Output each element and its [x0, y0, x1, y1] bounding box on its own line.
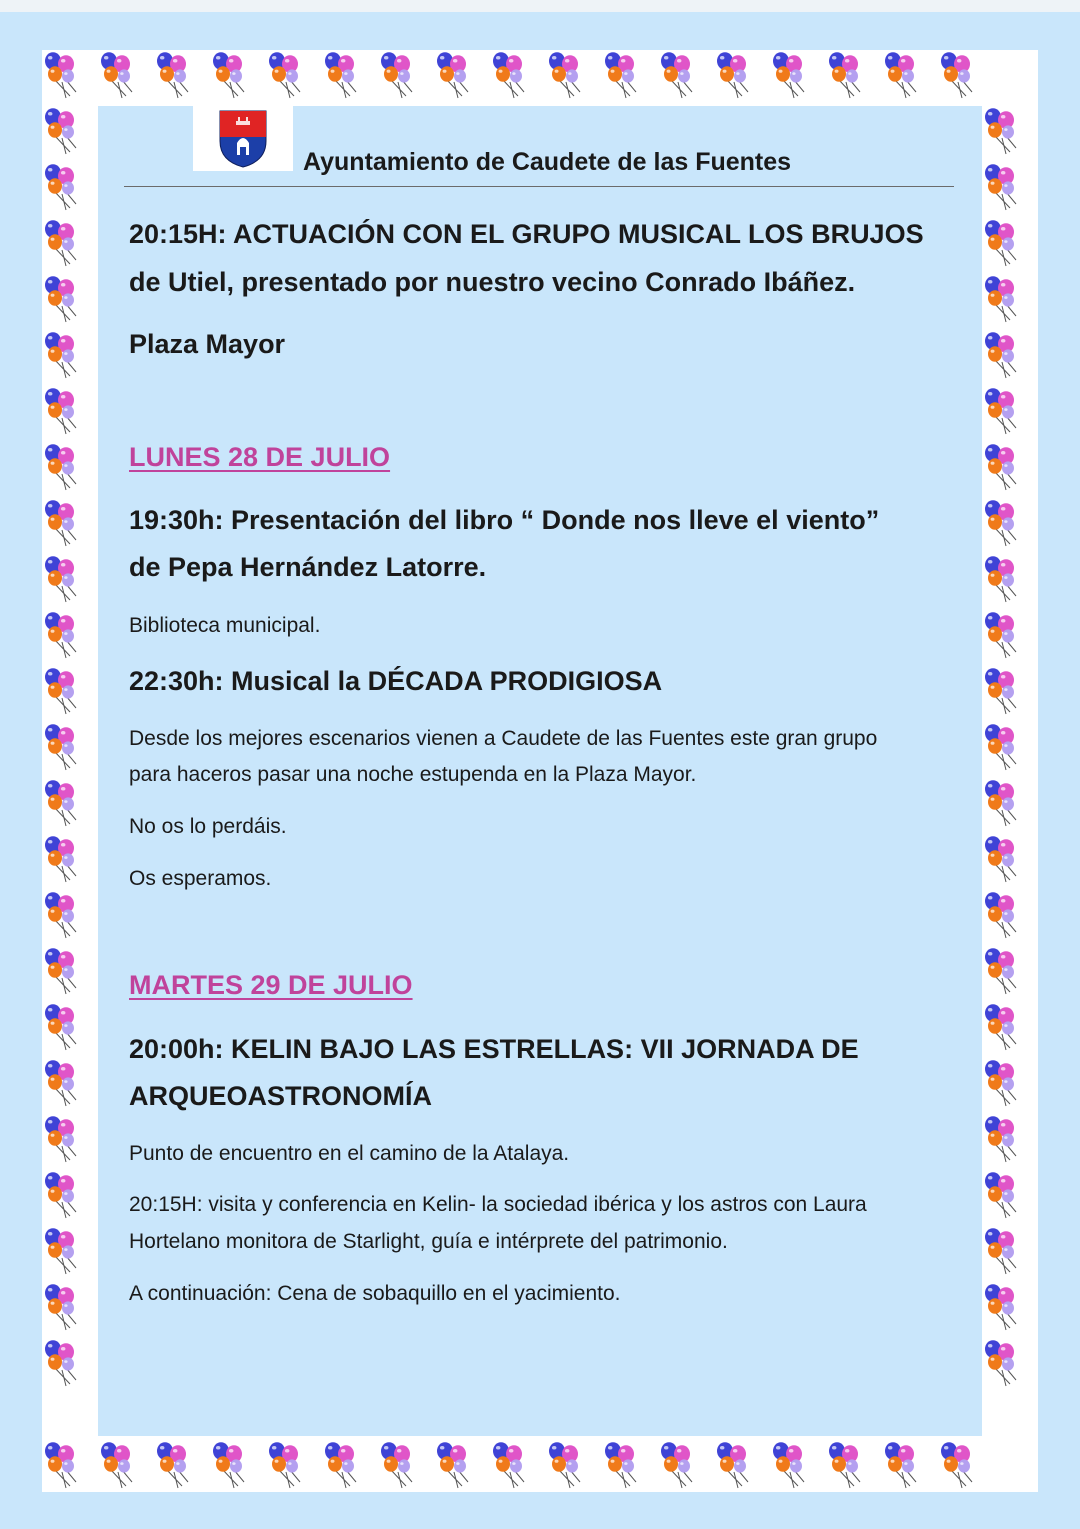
event-detail: Hortelano monitora de Starlight, guía e intérprete del patrimonio.: [129, 1230, 728, 1253]
balloon-cluster-icon: [45, 220, 76, 266]
balloon-cluster-icon: [985, 1172, 1016, 1218]
balloon-cluster-icon: [985, 332, 1016, 378]
balloon-cluster-icon: [381, 52, 412, 98]
balloon-cluster-icon: [45, 612, 76, 658]
balloon-cluster-icon: [985, 724, 1016, 770]
balloon-cluster-icon: [45, 948, 76, 994]
balloon-cluster-icon: [605, 52, 636, 98]
balloon-cluster-icon: [985, 164, 1016, 210]
balloon-cluster-icon: [985, 1340, 1016, 1386]
balloon-cluster-icon: [773, 52, 804, 98]
balloon-cluster-icon: [985, 612, 1016, 658]
event-detail: Biblioteca municipal.: [129, 614, 321, 637]
balloon-cluster-icon: [45, 1172, 76, 1218]
balloon-cluster-icon: [45, 836, 76, 882]
balloon-cluster-icon: [213, 52, 244, 98]
balloon-cluster-icon: [985, 276, 1016, 322]
balloon-cluster-icon: [985, 780, 1016, 826]
event-title-line: 20:15H: ACTUACIÓN CON EL GRUPO MUSICAL LOS BRUJOS: [129, 219, 924, 249]
balloon-cluster-icon: [45, 780, 76, 826]
balloon-cluster-icon: [45, 444, 76, 490]
event-detail: para haceros pasar una noche estupenda en la Plaza Mayor.: [129, 763, 697, 786]
balloon-cluster-icon: [549, 52, 580, 98]
balloon-cluster-icon: [45, 164, 76, 210]
balloon-cluster-icon: [493, 52, 524, 98]
balloon-cluster-icon: [45, 388, 76, 434]
title-divider: [124, 186, 954, 187]
balloon-cluster-icon: [605, 1442, 636, 1488]
day-heading-martes: MARTES 29 DE JULIO: [129, 970, 413, 1000]
event-title-line: 20:00h: KELIN BAJO LAS ESTRELLAS: VII JORNADA DE: [129, 1034, 859, 1064]
event-place: Plaza Mayor: [129, 329, 286, 359]
balloon-cluster-icon: [985, 108, 1016, 154]
balloon-cluster-icon: [157, 52, 188, 98]
balloon-cluster-icon: [45, 668, 76, 714]
balloon-cluster-icon: [45, 108, 76, 154]
balloon-cluster-icon: [213, 1442, 244, 1488]
balloon-cluster-icon: [45, 1284, 76, 1330]
balloon-cluster-icon: [45, 1116, 76, 1162]
balloon-cluster-icon: [45, 276, 76, 322]
balloon-cluster-icon: [45, 332, 76, 378]
balloon-cluster-icon: [773, 1442, 804, 1488]
balloon-cluster-icon: [985, 836, 1016, 882]
balloon-cluster-icon: [661, 52, 692, 98]
event-detail: Punto de encuentro en el camino de la Atalaya.: [129, 1142, 570, 1165]
balloon-cluster-icon: [45, 556, 76, 602]
balloon-cluster-icon: [717, 1442, 748, 1488]
event-detail: No os lo perdáis.: [129, 815, 287, 838]
balloon-cluster-icon: [157, 1442, 188, 1488]
balloon-cluster-icon: [45, 1228, 76, 1274]
day-heading-lunes: LUNES 28 DE JULIO: [129, 442, 391, 472]
balloon-cluster-icon: [985, 668, 1016, 714]
balloon-cluster-icon: [829, 1442, 860, 1488]
balloon-cluster-icon: [985, 1228, 1016, 1274]
balloon-cluster-icon: [885, 1442, 916, 1488]
balloon-cluster-icon: [985, 892, 1016, 938]
balloon-cluster-icon: [381, 1442, 412, 1488]
balloon-cluster-icon: [941, 1442, 972, 1488]
balloon-cluster-icon: [717, 52, 748, 98]
balloon-cluster-icon: [985, 1284, 1016, 1330]
event-title-line: de Pepa Hernández Latorre.: [129, 552, 487, 582]
balloon-cluster-icon: [985, 220, 1016, 266]
balloon-cluster-icon: [45, 724, 76, 770]
balloon-cluster-icon: [325, 52, 356, 98]
event-detail: Desde los mejores escenarios vienen a Caudete de las Fuentes este gran grupo: [129, 727, 878, 750]
event-detail: 20:15H: visita y conferencia en Kelin- la sociedad ibérica y los astros con Laura: [129, 1193, 867, 1216]
balloon-cluster-icon: [985, 1004, 1016, 1050]
balloon-cluster-icon: [985, 444, 1016, 490]
balloon-cluster-icon: [101, 1442, 132, 1488]
balloon-cluster-icon: [45, 1442, 76, 1488]
balloon-cluster-icon: [437, 52, 468, 98]
balloon-cluster-icon: [269, 1442, 300, 1488]
event-title-line: de Utiel, presentado por nuestro vecino Conrado Ibáñez.: [129, 267, 856, 297]
balloon-cluster-icon: [325, 1442, 356, 1488]
balloon-cluster-icon: [45, 1340, 76, 1386]
balloon-cluster-icon: [985, 1116, 1016, 1162]
balloon-cluster-icon: [45, 52, 76, 98]
balloon-cluster-icon: [101, 52, 132, 98]
balloon-cluster-icon: [45, 1060, 76, 1106]
balloon-cluster-icon: [45, 500, 76, 546]
event-title-line: 19:30h: Presentación del libro “ Donde nos lleve el viento”: [129, 505, 880, 535]
event-title-line: 22:30h: Musical la DÉCADA PRODIGIOSA: [129, 666, 663, 696]
logo-box: [193, 103, 293, 171]
balloon-cluster-icon: [437, 1442, 468, 1488]
balloon-cluster-icon: [985, 1060, 1016, 1106]
balloon-cluster-icon: [985, 948, 1016, 994]
balloon-cluster-icon: [941, 52, 972, 98]
balloon-cluster-icon: [985, 388, 1016, 434]
balloon-cluster-icon: [661, 1442, 692, 1488]
balloon-cluster-icon: [45, 1004, 76, 1050]
balloon-cluster-icon: [493, 1442, 524, 1488]
balloon-cluster-icon: [269, 52, 300, 98]
coat-of-arms-icon: [193, 103, 293, 171]
balloon-cluster-icon: [985, 556, 1016, 602]
event-detail: A continuación: Cena de sobaquillo en el yacimiento.: [129, 1282, 621, 1305]
event-detail: Os esperamos.: [129, 867, 272, 890]
balloon-cluster-icon: [45, 892, 76, 938]
balloon-cluster-icon: [885, 52, 916, 98]
event-title-line: ARQUEOASTRONOMÍA: [129, 1081, 432, 1111]
page-title: Ayuntamiento de Caudete de las Fuentes: [303, 148, 792, 176]
balloon-cluster-icon: [549, 1442, 580, 1488]
balloon-cluster-icon: [829, 52, 860, 98]
balloon-cluster-icon: [985, 500, 1016, 546]
